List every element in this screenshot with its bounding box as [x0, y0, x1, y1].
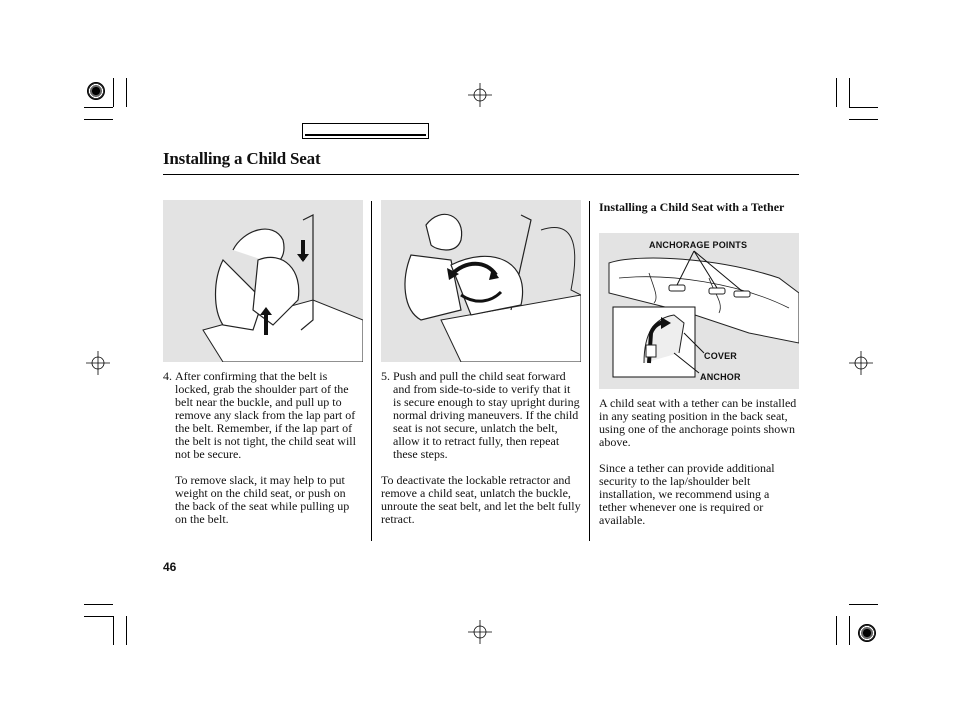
tether-paragraph: A child seat with a tether can be installed in any seating position in the back seat, using one of the anchorage points shown above.: [599, 396, 797, 449]
page-title: Installing a Child Seat: [163, 149, 321, 168]
step-text: Push and pull the child seat forward and from side-to-side to verify that it is secure enough to stay upright during normal driving maneuvers. If the child seat is not secure, unlatch the belt, allow it to retract fully, then repeat these steps.: [393, 369, 580, 461]
rear-shelf-anchor-drawing: [599, 233, 799, 389]
illustration-test-seat: [381, 200, 581, 362]
column-2-text: [381, 370, 581, 526]
registration-target-icon: [858, 624, 876, 642]
illustration-anchorage-points: [599, 233, 799, 389]
anchor-label: ANCHOR: [700, 372, 741, 382]
step-4: [163, 370, 363, 461]
column-3-text: [599, 397, 799, 527]
title-rule: [163, 174, 799, 175]
illustration-pull-belt: [163, 200, 363, 362]
step-text: After confirming that the belt is locked, grab the shoulder part of the belt near the buckle, and pull up to remove any slack from the lap part of the belt. Remember, if the lap part of the belt is not tight, the child seat will not be secure.: [175, 369, 356, 461]
registration-target-icon: [87, 82, 105, 100]
anchorage-points-label: ANCHORAGE POINTS: [649, 240, 748, 250]
woman-testing-child-seat-drawing: [381, 200, 581, 362]
step-number: 4.: [163, 369, 172, 383]
column-divider: [371, 201, 372, 541]
crosshair-icon: [86, 351, 110, 375]
step-5: [381, 370, 581, 461]
note-paragraph: To deactivate the lockable retractor and remove a child seat, unlatch the buckle, unroute the seat belt, and let the belt fully retract.: [381, 473, 581, 526]
woman-tightening-belt-drawing: [163, 200, 363, 362]
column-1-text: [163, 370, 363, 526]
column-divider: [589, 201, 590, 541]
note-paragraph: To remove slack, it may help to put weight on the child seat, or push on the back of the seat while pulling up on the belt.: [175, 473, 350, 526]
crosshair-icon: [468, 620, 492, 644]
tether-paragraph: Since a tether can provide additional security to the lap/shoulder belt installation, we recommend using a tether whenever one is required or available.: [599, 461, 775, 527]
crosshair-icon: [849, 351, 873, 375]
step-number: 5.: [381, 369, 390, 383]
cover-label: COVER: [704, 351, 738, 361]
crosshair-icon: [468, 83, 492, 107]
page-number: 46: [163, 560, 177, 574]
header-tab-box: [302, 123, 429, 139]
section-subheading: Installing a Child Seat with a Tether: [599, 200, 785, 214]
